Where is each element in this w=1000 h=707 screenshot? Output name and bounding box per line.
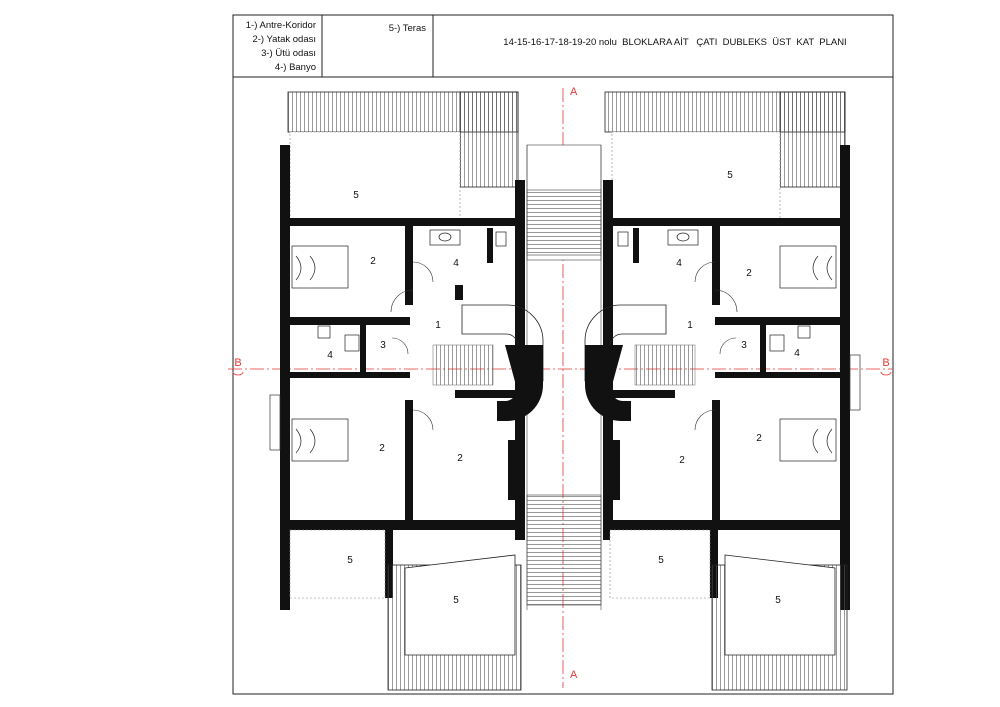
room-label-hall-left: 1 (435, 320, 441, 331)
legend-item-1: 1-) Antre-Koridor (245, 20, 316, 31)
section-mark-a-top: A (570, 86, 578, 98)
section-mark-a-bottom: A (570, 669, 578, 681)
legend-item-5: 5-) Teras (388, 23, 426, 34)
room-label-teras-top-right: 5 (727, 170, 733, 181)
room-label-teras-bottom-4: 5 (775, 595, 781, 606)
room-label-bath-2: 4 (676, 258, 682, 269)
room-label-iron-left: 3 (380, 340, 386, 351)
room-label-teras-bottom-2: 5 (453, 595, 459, 606)
spiral-stair-right (585, 305, 695, 421)
terrace-deck-bottom-right (610, 530, 847, 690)
beds (292, 246, 836, 461)
room-label-bedroom-4: 2 (457, 453, 463, 464)
room-label-bedroom-3: 2 (379, 443, 385, 454)
room-label-hall-right: 1 (687, 320, 693, 331)
section-mark-b-left: B (234, 357, 242, 369)
spiral-stair-left (433, 305, 543, 421)
room-label-teras-bottom-1: 5 (347, 555, 353, 566)
terrace-deck-bottom-left (290, 530, 521, 690)
room-label-bath-1: 4 (453, 258, 459, 269)
room-label-bedroom-6: 2 (756, 433, 762, 444)
room-label-bedroom-2: 2 (746, 268, 752, 279)
room-label-teras-bottom-3: 5 (658, 555, 664, 566)
terrace-deck-top-left (288, 92, 518, 220)
legend (246, 20, 426, 73)
room-label-bath-4: 4 (794, 348, 800, 359)
room-label-bedroom-1: 2 (370, 256, 376, 267)
terrace-deck-top-right (605, 92, 845, 220)
legend-item-4: 4-) Banyo (274, 62, 316, 73)
drawing-title: 14-15-16-17-18-19-20 nolu BLOKLARA AİT ÇATI DUBLEKS ÜST KAT PLANI (503, 37, 847, 48)
legend-item-3: 3-) Ütü odası (261, 48, 316, 59)
room-label-teras-top-left: 5 (353, 190, 359, 201)
room-label-bath-3: 4 (327, 350, 333, 361)
legend-item-2: 2-) Yatak odası (252, 34, 316, 45)
section-arrow-b-right (881, 372, 891, 375)
section-mark-b-right: B (882, 357, 890, 369)
room-label-iron-right: 3 (741, 340, 747, 351)
section-arrow-b-left (233, 372, 243, 375)
room-label-bedroom-5: 2 (679, 455, 685, 466)
